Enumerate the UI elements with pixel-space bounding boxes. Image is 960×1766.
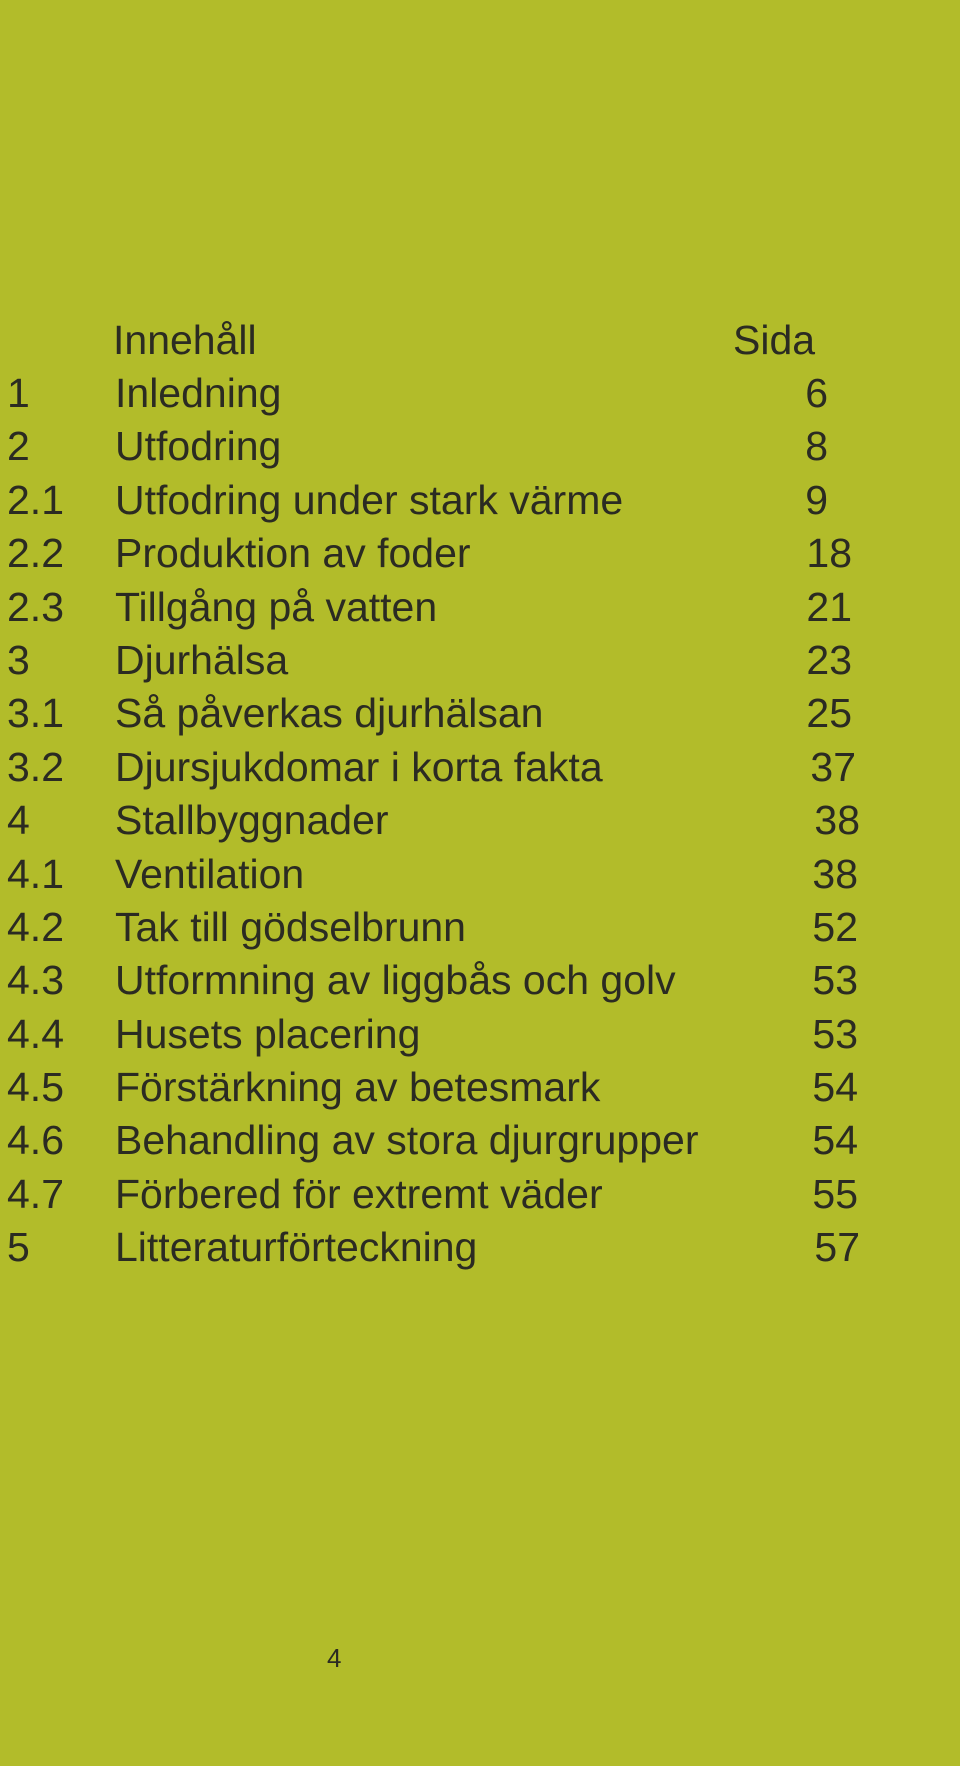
table-of-contents xyxy=(0,314,960,1275)
toc-entry-number: 4.4 xyxy=(7,1010,64,1057)
toc-entry-title: Tillgång på vatten xyxy=(115,583,438,630)
toc-entry-page: 38 xyxy=(814,797,860,844)
toc-entry-number: 4.1 xyxy=(7,850,64,897)
toc-entry-number: 4.6 xyxy=(7,1117,64,1164)
toc-entry xyxy=(0,741,960,794)
toc-entry xyxy=(0,1114,960,1167)
toc-entry-number: 2.1 xyxy=(7,476,64,523)
toc-entry-title: Utfodring under stark värme xyxy=(115,476,624,523)
toc-entry-title: Förbered för extremt väder xyxy=(115,1170,603,1217)
toc-entry-page: 6 xyxy=(805,370,828,416)
toc-entry xyxy=(0,954,960,1007)
toc-page-heading: Sida xyxy=(733,317,816,363)
toc-entry-title: Förstärkning av betesmark xyxy=(115,1064,601,1111)
toc-entry-title: Produktion av foder xyxy=(115,530,471,577)
toc-entry-number: 4.3 xyxy=(7,957,64,1004)
toc-entry-number: 4.7 xyxy=(7,1170,64,1217)
toc-entry xyxy=(0,1061,960,1114)
toc-entry xyxy=(0,420,960,473)
toc-entry-title: Ventilation xyxy=(115,850,305,897)
toc-entry-title: Husets placering xyxy=(115,1010,421,1057)
toc-heading: Innehåll xyxy=(113,317,257,363)
toc-entry xyxy=(0,581,960,634)
toc-header xyxy=(0,314,960,367)
toc-entry-number: 2.2 xyxy=(7,530,64,577)
toc-entry-number: 5 xyxy=(7,1224,30,1271)
toc-entry xyxy=(0,687,960,740)
toc-entry-page: 52 xyxy=(812,903,858,950)
toc-entry-page: 21 xyxy=(806,583,852,630)
toc-entry-number: 3.2 xyxy=(7,743,64,790)
toc-entry-page: 9 xyxy=(805,476,828,523)
toc-entry-title: Utfodring xyxy=(115,423,282,470)
toc-entry-page: 57 xyxy=(814,1224,860,1271)
toc-entry-page: 54 xyxy=(812,1064,858,1111)
toc-entry-number: 1 xyxy=(7,370,30,416)
toc-entry-title: Behandling av stora djurgrupper xyxy=(115,1117,699,1164)
toc-entry-page: 54 xyxy=(812,1117,858,1164)
toc-entry xyxy=(0,527,960,580)
toc-entry-number: 4 xyxy=(7,797,30,844)
toc-entry-title: Djursjukdomar i korta fakta xyxy=(115,743,603,790)
toc-entry-page: 55 xyxy=(812,1170,858,1217)
toc-entry-title: Inledning xyxy=(115,370,282,416)
toc-entry-page: 8 xyxy=(805,423,828,470)
toc-entry-title: Litteraturförteckning xyxy=(115,1224,478,1271)
toc-entry xyxy=(0,367,960,420)
toc-entry xyxy=(0,1221,960,1274)
toc-entry-title: Så påverkas djurhälsan xyxy=(115,690,544,737)
toc-entry-page: 23 xyxy=(806,636,852,683)
toc-entry-title: Stallbyggnader xyxy=(115,797,389,844)
toc-entry xyxy=(0,1168,960,1221)
toc-entry-number: 2 xyxy=(7,423,30,470)
toc-entry-page: 38 xyxy=(812,850,858,897)
toc-entry-title: Djurhälsa xyxy=(115,636,289,683)
toc-entry-number: 4.2 xyxy=(7,903,64,950)
toc-entry xyxy=(0,634,960,687)
page-number: 4 xyxy=(327,1643,342,1673)
toc-entry xyxy=(0,901,960,954)
toc-entry-number: 3 xyxy=(7,636,30,683)
toc-entry-page: 53 xyxy=(812,957,858,1004)
toc-entry-title: Tak till gödselbrunn xyxy=(115,903,466,950)
toc-entry xyxy=(0,1008,960,1061)
toc-entry xyxy=(0,794,960,847)
toc-entry xyxy=(0,848,960,901)
toc-entry-page: 53 xyxy=(812,1010,858,1057)
toc-entry-title: Utformning av liggbås och golv xyxy=(115,957,676,1004)
toc-entry-page: 37 xyxy=(810,743,856,790)
toc-entry xyxy=(0,474,960,527)
toc-entry-number: 2.3 xyxy=(7,583,64,630)
toc-entry-number: 3.1 xyxy=(7,690,64,737)
toc-entry-page: 18 xyxy=(806,530,852,577)
toc-entry-number: 4.5 xyxy=(7,1064,64,1111)
toc-entry-page: 25 xyxy=(806,690,852,737)
